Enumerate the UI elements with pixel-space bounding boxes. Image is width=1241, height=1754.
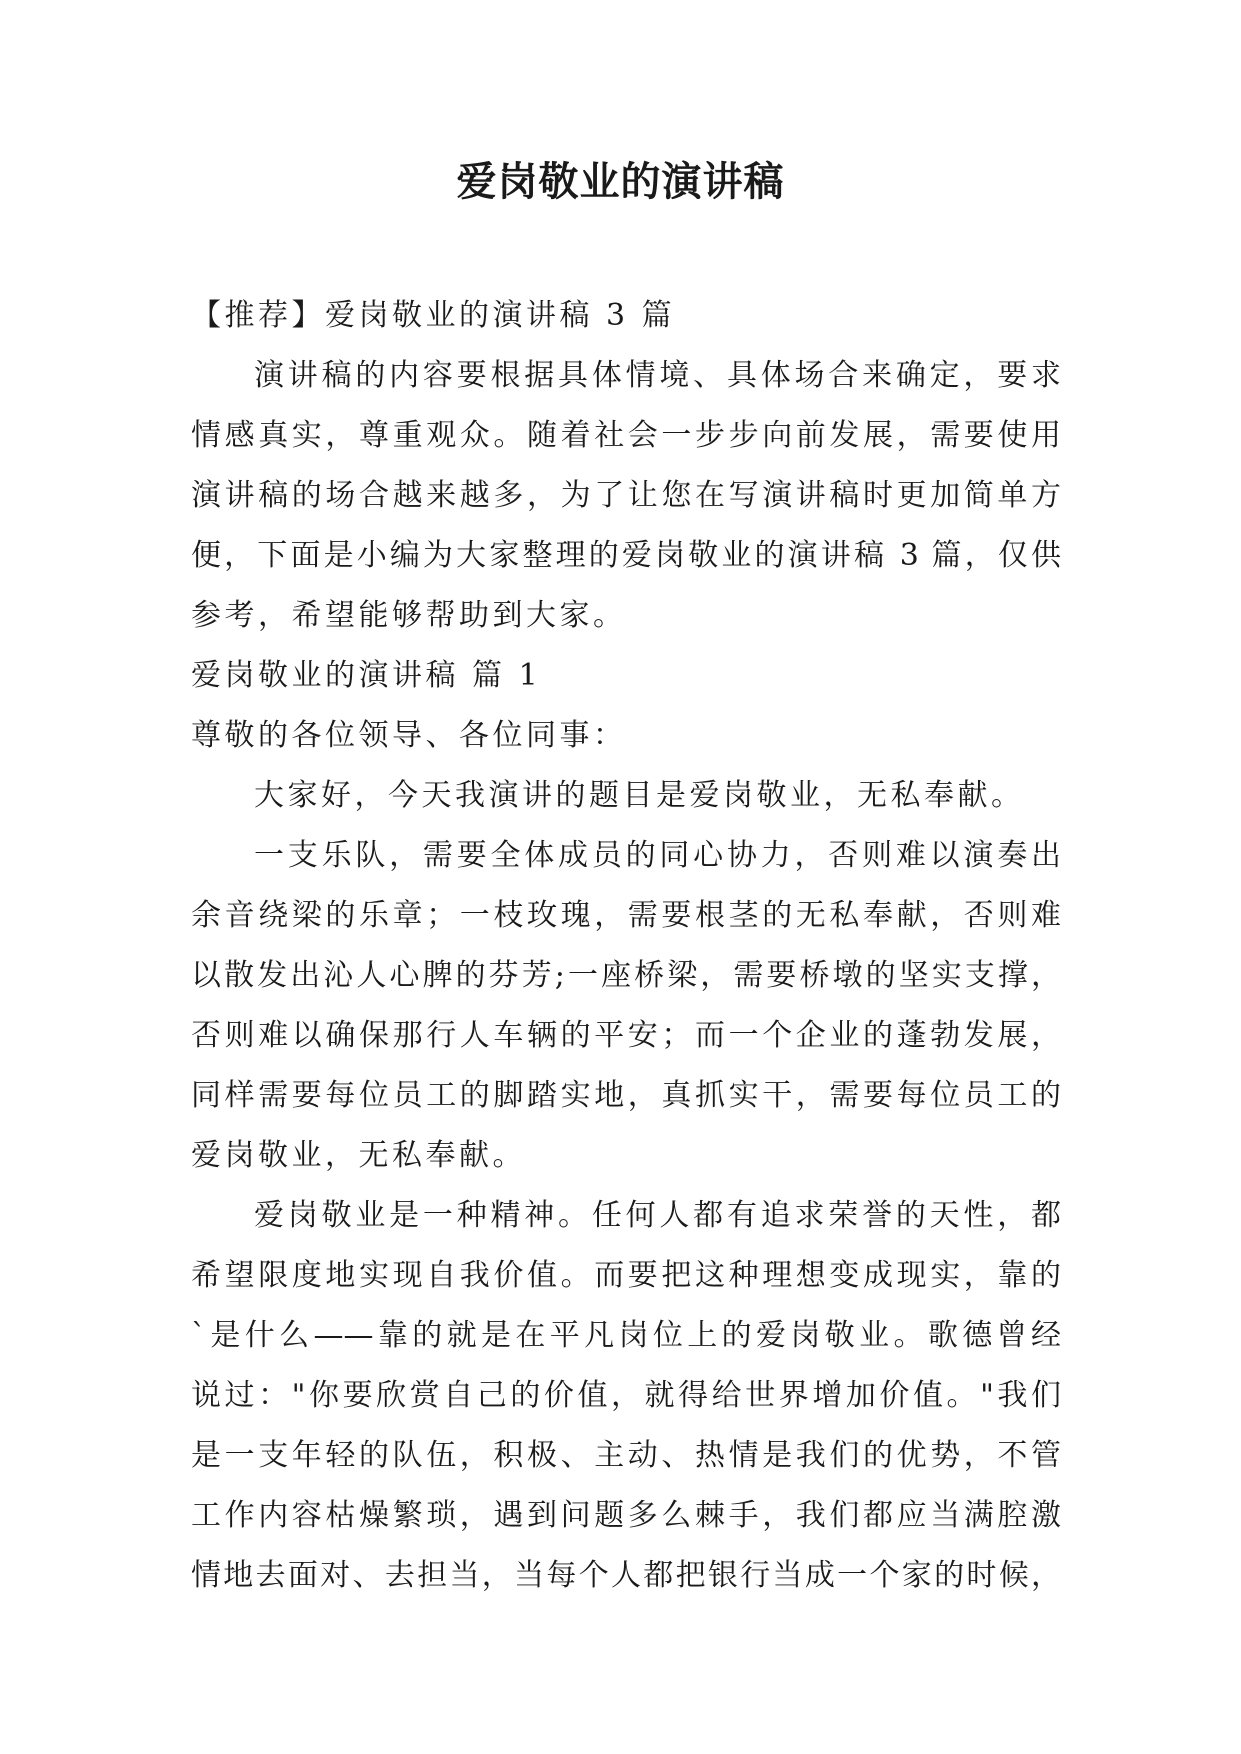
body-line: 希望限度地实现自我价值。而要把这种理想变成现实，靠的	[191, 1258, 1061, 1293]
body-line: 一支乐队，需要全体成员的同心协力，否则难以演奏出	[254, 838, 1061, 873]
salutation: 尊敬的各位领导、各位同事：	[191, 718, 627, 753]
body-line: 余音绕梁的乐章；一枝玫瑰，需要根茎的无私奉献，否则难	[191, 898, 1061, 933]
document-body	[191, 286, 1061, 1606]
body-line: 便，下面是小编为大家整理的爱岗敬业的演讲稿 3 篇，仅供	[191, 538, 1061, 573]
body-line: 说过："你要欣赏自己的价值，就得给世界增加价值。"我们	[191, 1378, 1061, 1413]
body-line: 情地去面对、去担当，当每个人都把银行当成一个家的时候，	[191, 1558, 1061, 1593]
body-line: 同样需要每位员工的脚踏实地，真抓实干，需要每位员工的	[191, 1078, 1061, 1113]
body-line: 参考，希望能够帮助到大家。	[191, 598, 627, 633]
body-line: 以散发出沁人心脾的芬芳;一座桥梁，需要桥墩的坚实支撑，	[191, 958, 1061, 993]
body-line: 大家好，今天我演讲的题目是爱岗敬业，无私奉献。	[254, 778, 1025, 813]
body-line: 爱岗敬业是一种精神。任何人都有追求荣誉的天性，都	[254, 1198, 1061, 1233]
body-line: 演讲稿的内容要根据具体情境、具体场合来确定，要求	[254, 358, 1061, 393]
body-line: 演讲稿的场合越来越多，为了让您在写演讲稿时更加简单方	[191, 478, 1061, 513]
document-title: 爱岗敬业的演讲稿	[456, 159, 785, 205]
body-line: 是一支年轻的队伍，积极、主动、热情是我们的优势，不管	[191, 1438, 1061, 1473]
body-line: 爱岗敬业，无私奉献。	[191, 1138, 526, 1173]
body-line: `是什么——靠的就是在平凡岗位上的爱岗敬业。歌德曾经	[191, 1318, 1061, 1353]
section-heading: 爱岗敬业的演讲稿 篇 1	[191, 658, 542, 693]
body-line: 工作内容枯燥繁琐，遇到问题多么棘手，我们都应当满腔激	[191, 1498, 1061, 1533]
body-line: 【推荐】爱岗敬业的演讲稿 3 篇	[191, 298, 676, 333]
body-line: 否则难以确保那行人车辆的平安；而一个企业的蓬勃发展，	[191, 1018, 1061, 1053]
body-line: 情感真实，尊重观众。随着社会一步步向前发展，需要使用	[191, 418, 1061, 453]
